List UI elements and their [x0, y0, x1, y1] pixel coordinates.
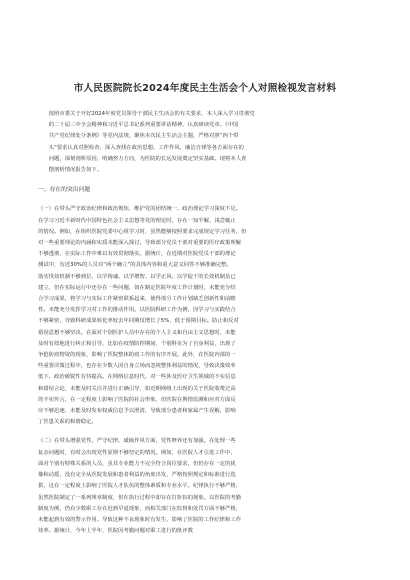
text-line: 豫和动摇，没有完全从医院发展和患者利益的角度出发，严格按照规定和标准进行选 [38, 472, 236, 479]
intro-paragraph [38, 109, 372, 176]
text-line: 不够透彻，在实际工作中难以有效贯彻落实。据统计，在近期对医院党员干部的理论 [38, 251, 236, 258]
text-line: 错误思想不够坚决。在面对个别医护人员中存在的个人主义和自由主义思想时，未能 [38, 329, 236, 336]
text-line: 的二十届三中全会精神和习近平总书记系列重要讲话精神，认真研读党章、《中国 [48, 122, 239, 129]
section-heading: 一、存在的突出问题 [38, 187, 91, 194]
text-line: 些重要决策过程中，也存在少数人因自身立场而忽视整体利益的情况，导致决策效率 [38, 363, 236, 370]
text-line: 问题，深刻剖析原因，明确努力方向，为医院的长远发展奠定坚实基础。现将本人查 [48, 155, 247, 162]
text-line: 低下、政治敏锐性有待提高。在网络信息时代，对一些涉及医疗卫生领域的不实信息 [38, 374, 236, 381]
body-paragraph-2 [38, 436, 372, 537]
text-line: 争抢防疫物资的现象，影响了医院整体防疫工作的有序开展。此外，在医院内部的一 [38, 352, 236, 359]
text-line: 的不实传言，在一定程度上影响了医院的社会形象，但医院在舆情监测和应对方面反 [38, 396, 236, 403]
text-line: 头”要求认真对照检查，深入查找在政治思想、工作作风、廉洁自律等各方面存在的 [48, 144, 244, 151]
text-line: 摆剖析情况报告如下。 [48, 167, 103, 174]
text-line: 落实伐效机制不够到位，以学铸魂、以学增智、以学正风、以学促干的长效机制虽已 [38, 273, 236, 280]
text-line: 虽然医院制定了一系列规章制度，但在执行过程中却存在打折扣的现象。以医院的考勤 [38, 494, 242, 501]
text-line: 了医患关系的和谐稳定。 [38, 419, 97, 426]
body-paragraph-1 [38, 204, 372, 428]
text-line: 共产党纪律处分条例》等党内法规，聚焦本次民主生活会主题，严格对照“四个带 [48, 133, 239, 140]
text-line: 效率。据统计，今年上半年，医院因考勤问题对职工进行的批评教 [38, 528, 193, 535]
text-line: 制度为例，仍有少数职工存在迟到早退现象，而相关部门在监督和处罚方面不够严格， [38, 505, 242, 512]
text-line: 的情况。例如，在组织医院党委中心组学习时，虽然能够按照要求完成规定学习任务，但 [38, 228, 247, 235]
text-line: 对一些重要理论的内涵和实质未能深入探讨，导致部分党员干部对重要的医疗政策理解 [38, 240, 242, 247]
text-line: （一）在带头严守政治纪律和政治规矩，维护党的团结统一、政治理论学习深度不足。 [38, 206, 242, 213]
text-line: 性。未能充分发挥学习对工作的推动作用。以医院科研工作为例，因学习与实践结合 [38, 307, 236, 314]
text-line: （二）在带头增强党性、严守纪律、砥砺作风方面，党性修养还有加强。在处理一些 [38, 438, 236, 445]
text-line: 及时有效地进行纠正和引导，比如在疫情防控期间，个别科室为了自身利益，出现了 [38, 340, 236, 347]
text-line: 拔，这在一定程度上影响了医院人才队伍的整体素质和专业水平。纪律执行不够严格， [38, 483, 242, 490]
text-line: 未能起到有效的警示作用。导致这种不良现象时有发生，影响了医院的工作纪律和工作 [38, 516, 242, 523]
document-title: 市人民医院院长2024年度民主生活会个人对照检视发言材料 [73, 83, 337, 94]
text-line: 合学习成果，将学习与实际工作紧密联系起来，使得部分工作计划缺乏创新性和前瞻 [38, 296, 236, 303]
text-line: 不够紧密，导致科研成果转化率较去年同期仅增长了5%，低于预期目标。防止和反对 [38, 318, 239, 325]
text-line: 复杂问题时，有时会出现党性原则不够坚定的情况。例如，在医院人才引进工作中， [38, 449, 236, 456]
text-line: 在学习习近平新时代中国特色社会主义思想等党的理论时，存在一知半解、浅尝辄止 [38, 217, 236, 224]
text-line: 建立，但在实际运行中还存在一些问题，如在制定医院年度工作计划时，未能充分结 [38, 284, 236, 291]
text-line: 测试中，有近30%的人员对“两个确立”的具体内容和重大意义回答不够准确完整。 [38, 262, 232, 269]
text-line: 应不够迅速，未能及时发布权威信息予以澄清，导致部分患者和家属产生误解，影响 [38, 408, 236, 415]
text-line: 和错误言论，未能及时关注并进行正确引导，如近期网络上出现的关于医院收费过高 [38, 385, 236, 392]
text-line: 面对个别有特殊关系的人员，虽其专业能力不完全符合岗位要求，但仍存在一定的犹 [38, 460, 236, 467]
text-line: 按照市委关于开好2024年度党员领导干部民主生活会的有关要求，本人深入学习贯彻党 [48, 111, 255, 117]
